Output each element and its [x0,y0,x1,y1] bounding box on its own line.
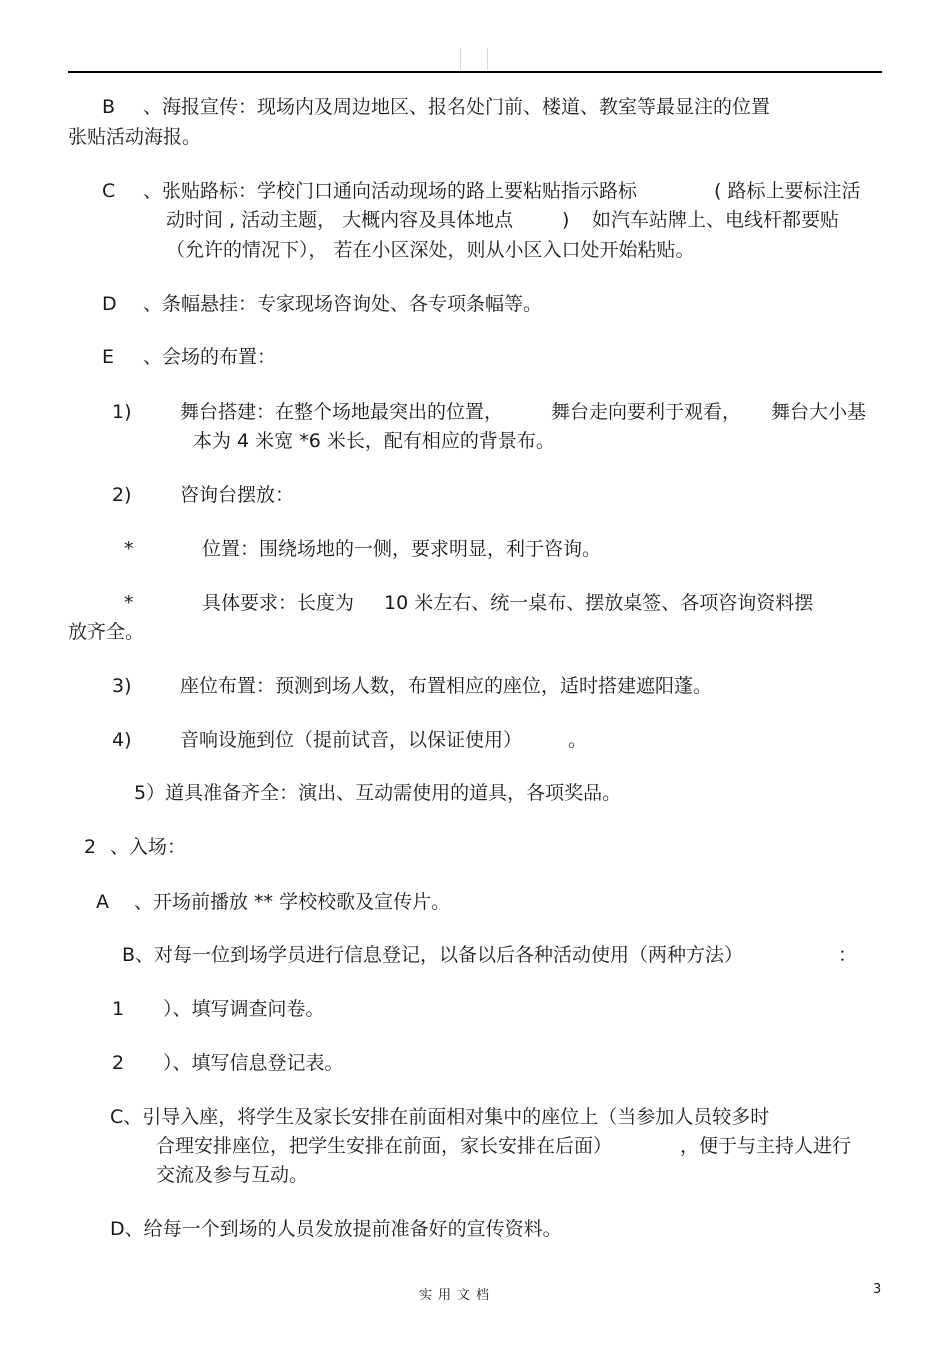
item-marker: D [102,293,117,315]
list-number: 2 [112,1052,125,1074]
paragraph-line: ) [562,209,570,231]
paragraph-line: 、张贴路标：学校门口通向活动现场的路上要粘贴指示路标 [143,180,638,202]
paragraph-line: 5）道具准备齐全：演出、互动需使用的道具，各项奖品。 [134,782,622,804]
paragraph-line: B、对每一位到场学员进行信息登记，以备以后各种活动使用（两种方法） [122,944,744,966]
paragraph-line: 舞台大小基 [771,401,867,423]
section-number: 2 [84,836,97,858]
section-heading: 、入场： [110,836,187,858]
paragraph-line: （允许的情况下）， 若在小区深处，则从小区入口处开始粘贴。 [166,239,695,261]
bullet-star: * [124,592,134,614]
bullet-star: * [124,538,134,560]
header-rule [68,71,882,73]
paragraph-line: 、开场前播放 ** 学校校歌及宣传片。 [134,891,451,913]
paragraph-line: 、条幅悬挂：专家现场咨询处、各专项条幅等。 [143,293,543,315]
paragraph-line: 舞台走向要利于观看， [551,401,742,423]
paragraph-line: ： [838,944,858,966]
header-mark [460,48,461,70]
paragraph-line: ）、填写信息登记表。 [163,1052,344,1074]
list-number: 2) [112,484,132,506]
item-marker: B [102,96,116,118]
paragraph-line: 、会场的布置： [143,346,277,368]
paragraph-line: 本为 4 米宽 *6 米长，配有相应的背景布。 [193,430,555,452]
paragraph-line: 、海报宣传：现场内及周边地区、报名处门前、楼道、教室等最显注的位置 [143,96,771,118]
item-marker: C [102,180,116,202]
paragraph-line: 如汽车站牌上、电线杆都要贴 [592,209,840,231]
paragraph-line: ）、填写调查问卷。 [163,998,325,1020]
paragraph-line: 交流及参与互动。 [156,1164,309,1186]
page-number: 3 [873,1282,882,1297]
paragraph-line: 放齐全。 [68,621,145,643]
paragraph-line: 张贴活动海报。 [68,126,202,148]
item-marker: A [96,891,109,913]
paragraph-line: 音响设施到位（提前试音，以保证使用） [180,729,523,751]
header-mark [487,48,488,70]
paragraph-line: 座位布置：预测到场人数，布置相应的座位，适时搭建遮阳蓬。 [180,675,713,697]
item-marker: E [102,346,115,368]
paragraph-line: 位置：围绕场地的一侧，要求明显，利于咨询。 [202,538,602,560]
paragraph-line: ( 路标上要标注活 [714,180,861,202]
paragraph-line: 咨询台摆放： [180,484,295,506]
list-number: 3) [112,675,132,697]
paragraph-line: 动时间 , 活动主题， 大概内容及具体地点 [166,209,514,231]
paragraph-line: 具体要求：长度为 [202,592,355,614]
paragraph-line: 10 米左右、统一桌布、摆放桌签、各项咨询资料摆 [384,592,814,614]
paragraph-line: D、给每一个到场的人员发放提前准备好的宣传资料。 [110,1218,562,1240]
list-number: 4) [112,729,132,751]
paragraph-line: 。 [568,729,588,751]
paragraph-line: ，便于与主持人进行 [680,1135,852,1157]
list-number: 1) [112,401,132,423]
paragraph-line: 舞台搭建：在整个场地最突出的位置， [180,401,504,423]
paragraph-line: 合理安排座位，把学生安排在前面，家长安排在后面） [156,1135,613,1157]
paragraph-line: C、引导入座，将学生及家长安排在前面相对集中的座位上（当参加人员较多时 [110,1106,770,1128]
list-number: 1 [112,998,125,1020]
footer-label: 实用文档 [419,1288,496,1303]
